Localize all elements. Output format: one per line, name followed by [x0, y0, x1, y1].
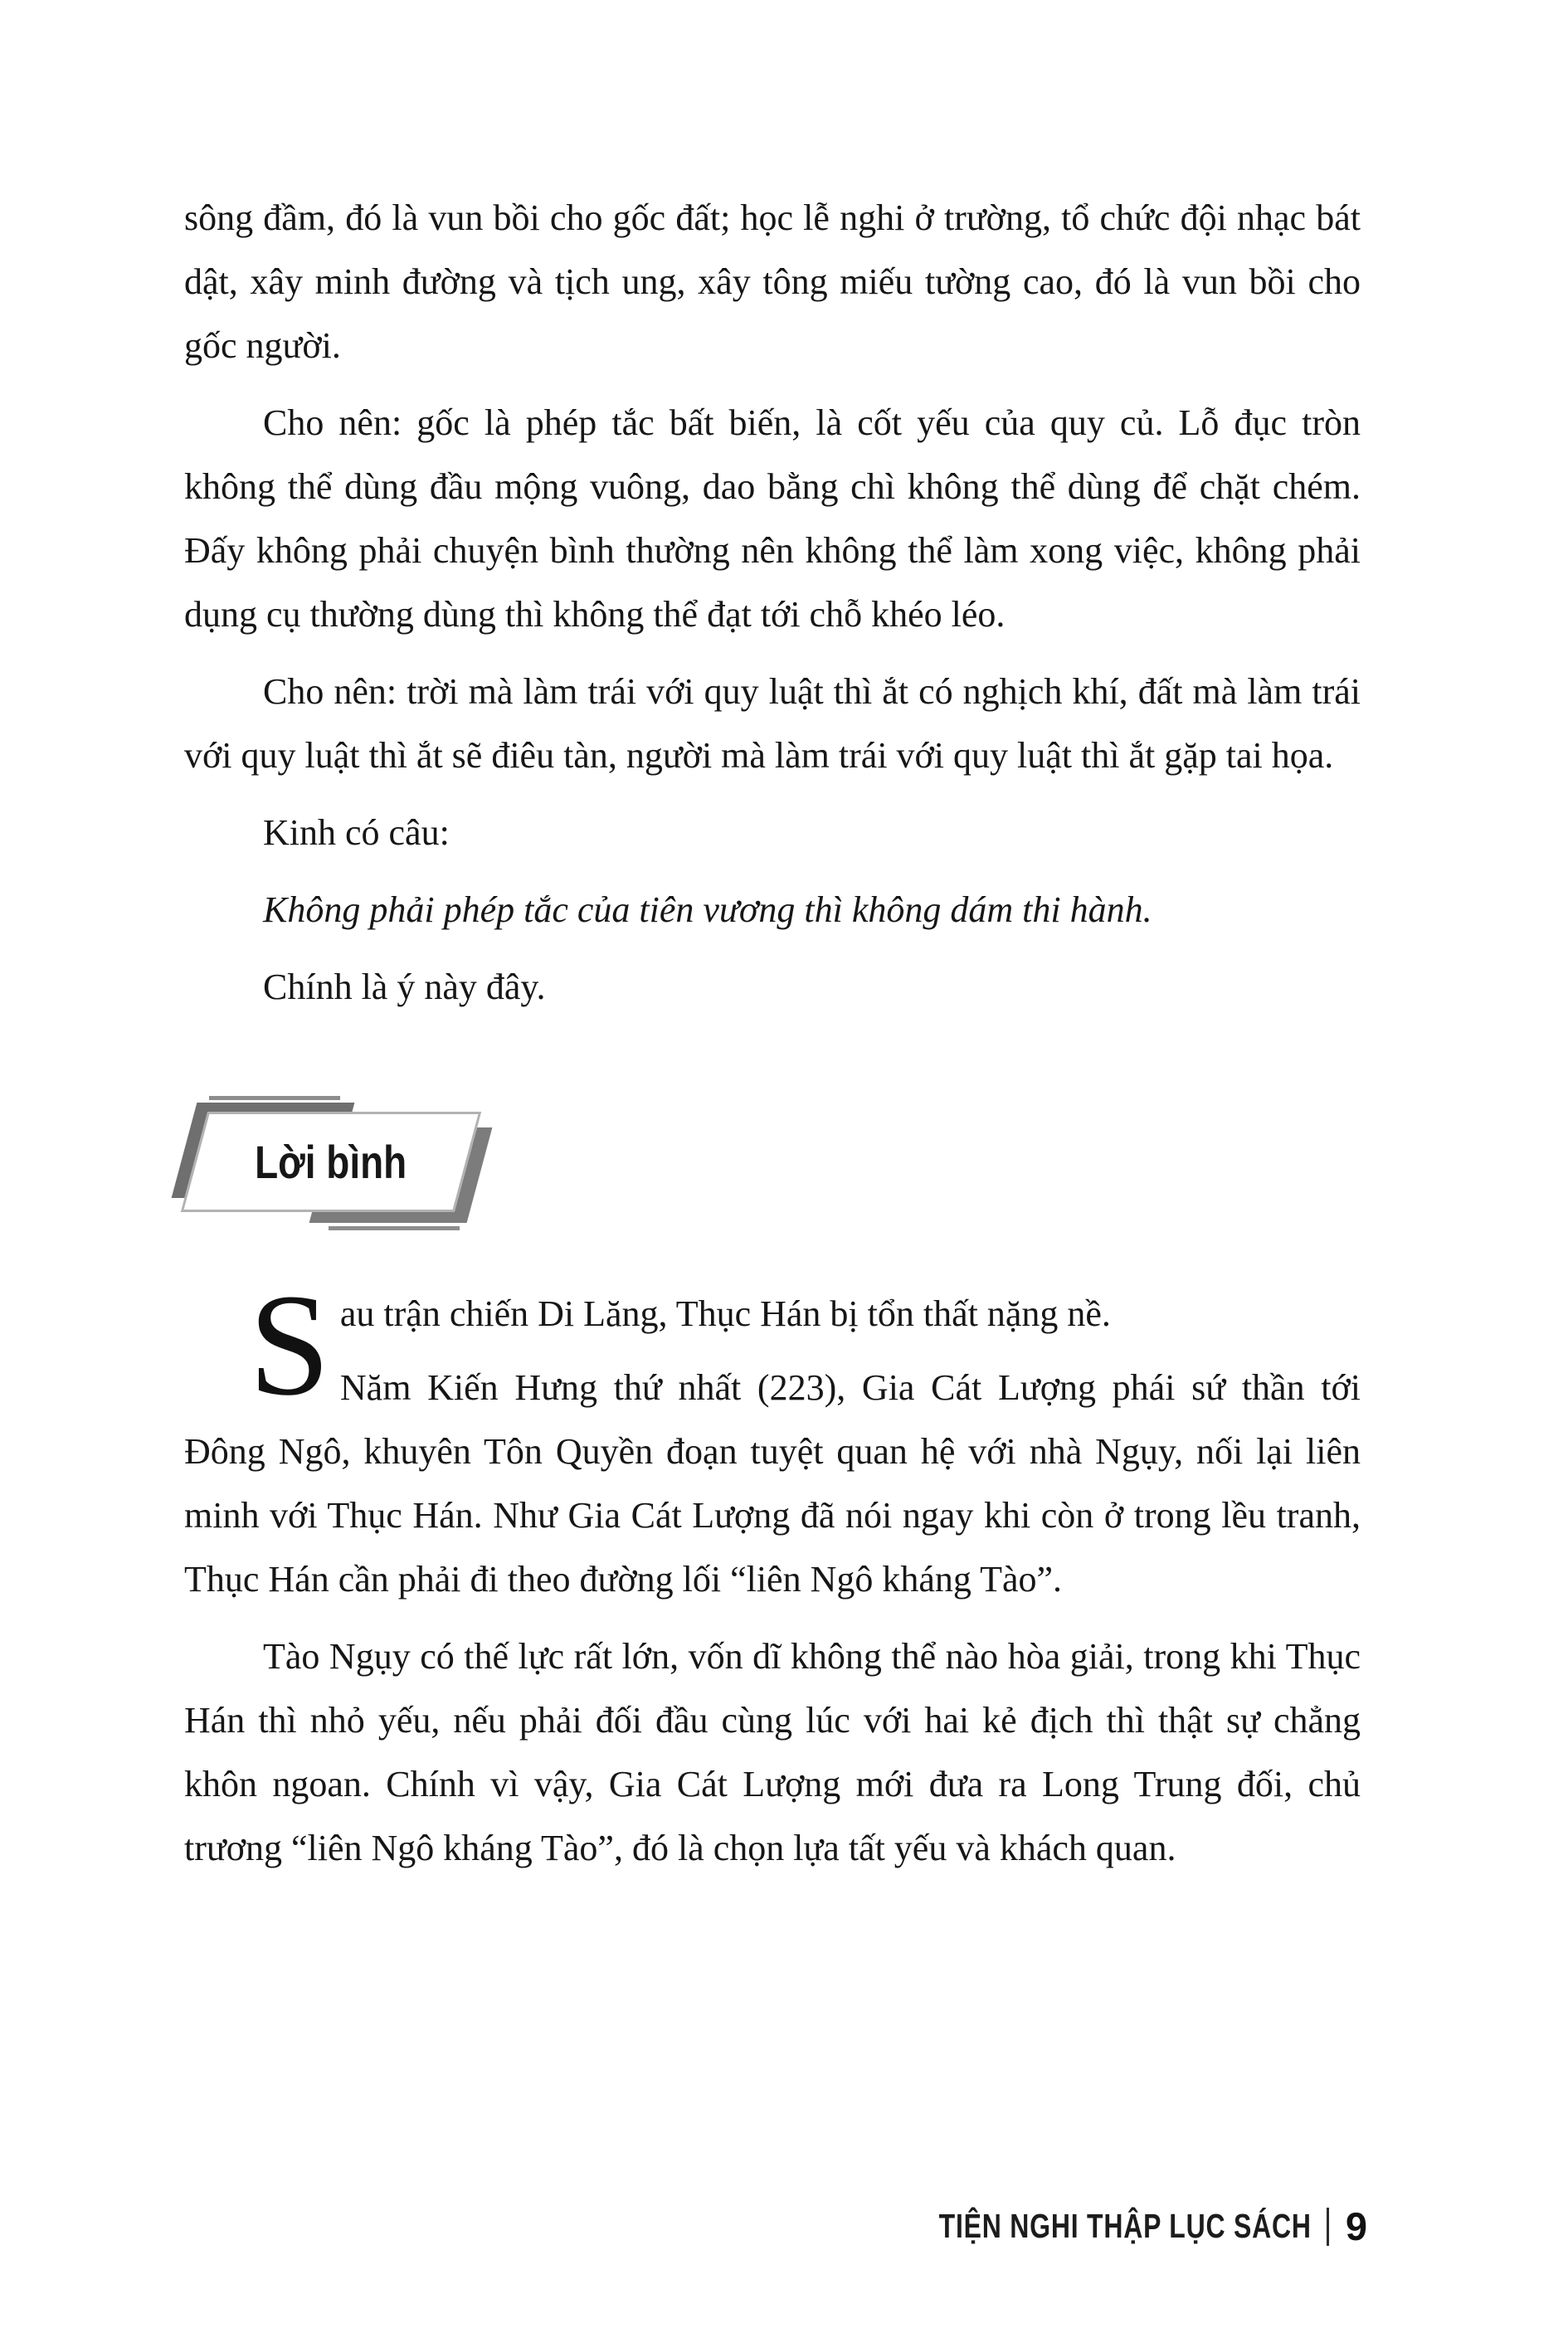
footer-page-number: 9 — [1345, 2204, 1367, 2248]
commentary-paragraph: Tào Ngụy có thế lực rất lớn, vốn dĩ không thể nào hòa giải, trong khi Thục Hán thì nhỏ yếu, nếu phải đối đầu cùng lúc với hai kẻ địch thì thật sự chẳng khôn ngoan. Chính vì vậy, Gia Cát Lượng mới đưa ra Long Trung đối, chủ trương “liên Ngô kháng Tào”, đó là chọn lựa tất yếu và khách quan. — [184, 1636, 1361, 1868]
body-paragraph: Chính là ý này đây. — [263, 967, 546, 1007]
footer-book-title: TIỆN NGHI THẬP LỤC SÁCH — [938, 2207, 1312, 2245]
commentary-heading-text: Lời bình — [255, 1136, 407, 1188]
page-content — [184, 0, 1361, 1893]
footer-separator-bar — [1327, 2208, 1329, 2246]
drop-cap-letter: S — [249, 1264, 330, 1426]
page-footer — [834, 2203, 1367, 2249]
quote-paragraph: Không phải phép tắc của tiên vương thì không dám thi hành. — [263, 889, 1152, 930]
decorative-line-top — [209, 1096, 340, 1100]
drop-cap-block — [184, 1264, 1361, 1611]
commentary-paragraph: Năm Kiến Hưng thứ nhất (223), Gia Cát Lượng phái sứ thần tới Đông Ngô, khuyên Tôn Quyền đoạn tuyệt quan hệ với nhà Ngụy, nối lại liên minh với Thục Hán. Như Gia Cát Lượng đã nói ngay khi còn ở trong lều tranh, Thục Hán cần phải đi theo đường lối “liên Ngô kháng Tào”. — [184, 1367, 1361, 1600]
body-paragraph: Kinh có câu: — [263, 812, 450, 853]
body-paragraph: Cho nên: gốc là phép tắc bất biến, là cốt yếu của quy củ. Lỗ đục tròn không thể dùng đầu mộng vuông, dao bằng chì không thể dùng để chặt chém. Đấy không phải chuyện bình thường nên không thể làm xong việc, không phải dụng cụ thường dùng thì không thể đạt tới chỗ khéo léo. — [184, 402, 1361, 635]
commentary-opening-sentence: au trận chiến Di Lăng, Thục Hán bị tổn thất nặng nề. — [339, 1293, 1111, 1334]
decorative-line-bottom — [329, 1226, 460, 1230]
commentary-heading-label — [194, 1112, 468, 1212]
body-paragraph: Cho nên: trời mà làm trái với quy luật thì ắt có nghịch khí, đất mà làm trái với quy luật thì ắt sẽ điêu tàn, người mà làm trái với quy luật thì ắt gặp tai họa. — [184, 671, 1361, 776]
body-paragraph: sông đầm, đó là vun bồi cho gốc đất; học lễ nghi ở trường, tổ chức đội nhạc bát dật, xây minh đường và tịch ung, xây tông miếu tường cao, đó là vun bồi cho gốc người. — [184, 197, 1361, 366]
commentary-heading-box — [194, 1112, 468, 1212]
